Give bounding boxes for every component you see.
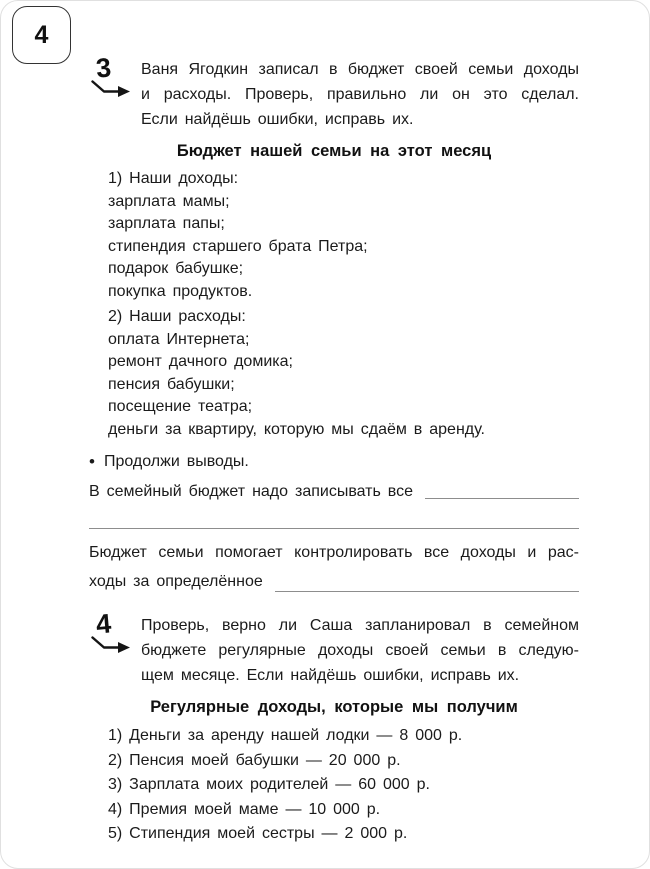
task-4	[89, 608, 579, 688]
income-item: зарплата мамы;	[108, 192, 230, 210]
blank-fill-line	[275, 591, 579, 592]
expenses-label: 2) Наши расходы:	[108, 308, 246, 325]
continue-conclusions-text: Продолжи выводы.	[103, 453, 249, 470]
list-item: 5) Стипендия моей сестры — 2 000 р.	[108, 825, 408, 842]
planned-incomes-list	[108, 724, 579, 847]
expense-item: ремонт дачного домика;	[108, 353, 293, 370]
income-item: стипендия старшего брата Петра;	[108, 237, 368, 255]
task-4-intro-line-3: щем месяце. Если найдёшь ошибки, исправь их.	[141, 667, 520, 684]
regular-incomes-heading: Регулярные доходы, которые мы получим	[150, 698, 518, 716]
expense-item: оплата Интернета;	[108, 330, 250, 348]
budget-heading: Бюджет нашей семьи на этот месяц	[176, 142, 492, 160]
expense-item: пенсия бабушки;	[108, 375, 235, 393]
conclusion-2-row	[89, 567, 579, 597]
task-4-marker	[89, 608, 141, 688]
income-item: зарплата папы;	[108, 215, 225, 232]
expenses-list	[108, 306, 579, 441]
task-3-intro-line-2: и расходы. Проверь, правильно ли он это сделал.	[141, 86, 579, 103]
page-number: 4	[34, 20, 49, 49]
task-3-intro	[141, 57, 579, 132]
task-3	[89, 52, 579, 132]
task-4-intro-line-2: бюджете регулярные доходы своей семьи в следую-	[141, 642, 579, 659]
incomes-label: 1) Наши доходы:	[108, 170, 239, 187]
bullet-icon: •	[89, 452, 95, 471]
list-item: 1) Деньги за аренду нашей лодки — 8 000 р.	[108, 727, 463, 744]
page-number-badge	[12, 6, 71, 64]
conclusion-1-text: В семейный бюджет надо записывать все	[89, 483, 414, 500]
income-item: покупка продуктов.	[108, 282, 253, 300]
list-item: 4) Премия моей маме — 10 000 р.	[108, 800, 381, 818]
incomes-list	[108, 168, 579, 303]
list-item: 3) Зарплата моих родителей — 60 000 р.	[108, 776, 430, 793]
task-4-intro	[141, 613, 579, 688]
task-3-intro-line-3: Если найдёшь ошибки, исправь их.	[141, 111, 414, 128]
continue-conclusions-row	[89, 449, 579, 474]
page-content	[1, 1, 649, 847]
task-4-intro-line-1: Проверь, верно ли Саша запланировал в семейном	[141, 617, 579, 634]
expense-item: посещение театра;	[108, 398, 253, 415]
conclusion-2-text: ходы за определённое	[89, 573, 263, 590]
conclusion-2-line-1: Бюджет семьи помогает контролировать все доходы и рас-	[89, 544, 579, 561]
blank-writing-line	[89, 504, 579, 529]
expense-item: деньги за квартиру, которую мы сдаём в аренду.	[108, 420, 485, 438]
task-4-number: 4	[94, 608, 113, 640]
task-3-marker	[89, 52, 141, 132]
task-3-number: 3	[94, 52, 113, 84]
task-3-intro-line-1: Ваня Ягодкин записал в бюджет своей семьи доходы	[141, 61, 579, 78]
conclusion-1-row	[89, 479, 579, 504]
income-item: подарок бабушке;	[108, 260, 244, 277]
blank-fill-line	[425, 498, 579, 499]
list-item: 2) Пенсия моей бабушки — 20 000 р.	[108, 751, 401, 769]
